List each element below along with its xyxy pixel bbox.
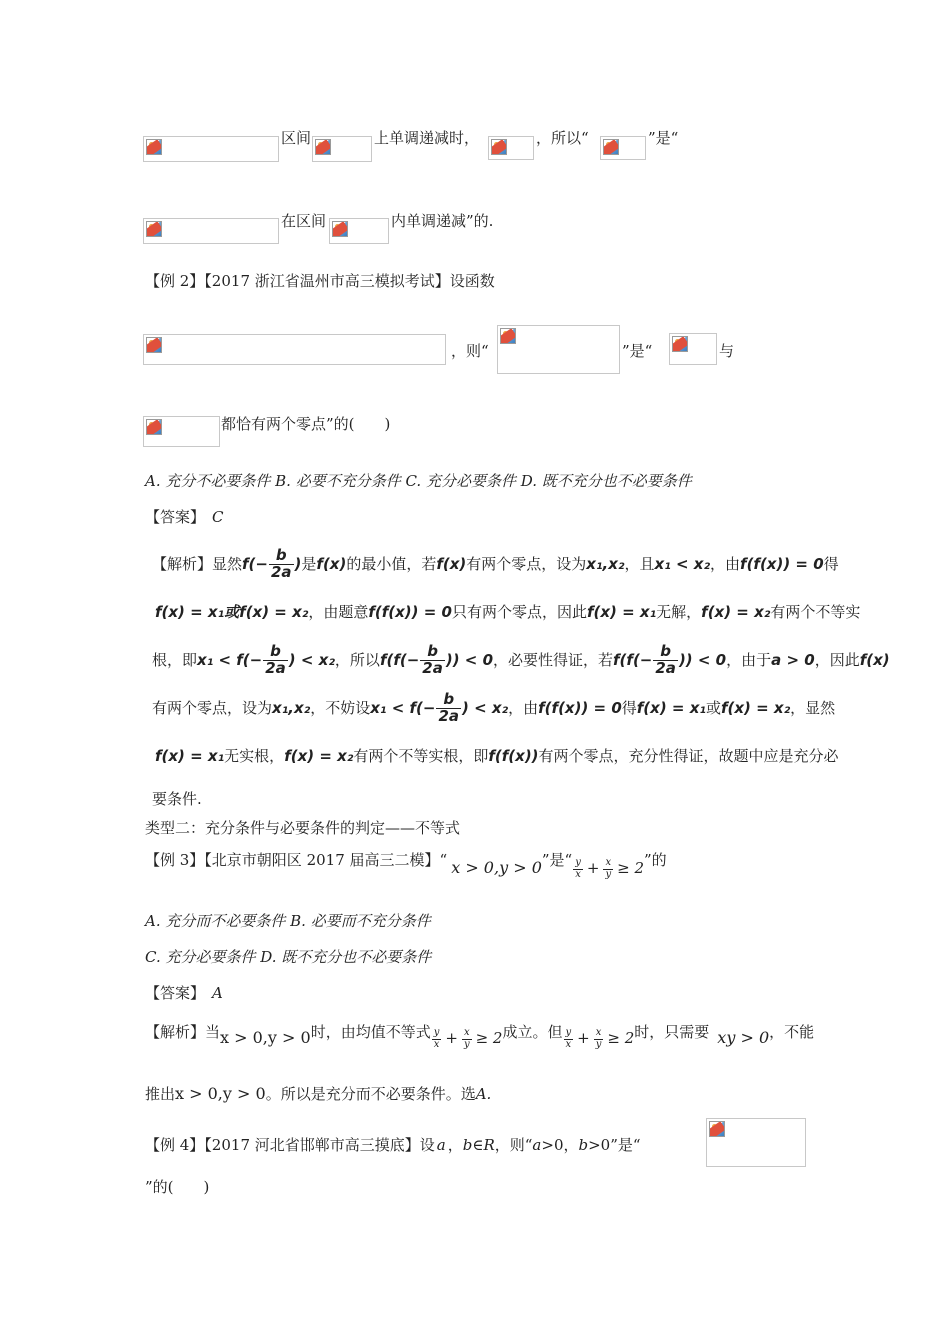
text: 有两个不等实 <box>770 603 861 621</box>
math: x > 0,y > 0 <box>220 1028 311 1047</box>
text-fragment: 都恰有两个零点”的( ) <box>221 415 391 433</box>
math: x > 0,y > 0 <box>451 858 542 877</box>
text: ，由 <box>508 699 539 717</box>
text: ”的 <box>644 851 667 869</box>
fraction <box>263 644 288 677</box>
analysis-row-1 <box>152 546 839 582</box>
broken-image-icon <box>146 221 162 237</box>
math: a <box>532 1136 542 1154</box>
fraction-num: b <box>420 644 445 661</box>
formula-image-placeholder <box>143 218 279 244</box>
text: ，因此 <box>814 651 860 669</box>
text: ∈ <box>472 1136 484 1154</box>
example-2-choices: A. 充分不必要条件 B. 必要不充分条件 C. 充分必要条件 D. 既不充分也不必要条件 <box>145 472 692 490</box>
text: >0 <box>588 1136 611 1154</box>
fraction <box>573 858 583 880</box>
text: 根，即 <box>152 651 198 669</box>
fraction-num: y <box>565 1027 572 1038</box>
text: ，不妨设 <box>310 699 371 717</box>
math: f(x) = x₂ <box>284 747 354 765</box>
fraction-den: 2a <box>438 707 460 725</box>
text: ，显然 <box>790 699 836 717</box>
fraction-num: b <box>653 644 678 661</box>
answer-label: 【答案】 <box>145 984 206 1002</box>
math: f(x) = x₂ <box>720 699 791 717</box>
math: f(f(− <box>613 651 653 669</box>
section-heading: 类型二：充分条件与必要条件的判定——不等式 <box>145 819 461 837</box>
math: f(x) = x₁ <box>586 603 657 621</box>
text: ，必要性得证，若 <box>493 651 614 669</box>
broken-image-icon <box>332 221 348 237</box>
fraction-den: x <box>565 1038 572 1050</box>
text: 推出 <box>145 1085 176 1103</box>
text: 【解析】当 <box>145 1023 221 1041</box>
text: 得 <box>621 699 637 717</box>
math: f(x) <box>436 555 467 573</box>
analysis-row-4 <box>152 688 835 728</box>
fraction-den: 2a <box>422 659 443 677</box>
math: a > 0 <box>771 651 815 669</box>
text: ，则“ <box>494 1136 533 1154</box>
math: x₁,x₂ <box>272 699 311 717</box>
formula-image-placeholder <box>669 333 717 365</box>
math: )) < 0 <box>445 651 494 669</box>
text: ，所以 <box>334 651 380 669</box>
example-3-header-line <box>145 848 667 888</box>
math: ) <box>294 555 302 573</box>
math: f(f(x)) = 0 <box>368 603 452 621</box>
math: x₁ < f(− <box>197 651 263 669</box>
example-3-choice-1: A. 充分而不必要条件 B. 必要而不充分条件 <box>145 912 431 930</box>
formula-image-placeholder <box>329 218 389 244</box>
math: f(x) <box>859 651 890 669</box>
broken-image-icon <box>500 328 516 344</box>
math: ≥ 2 <box>617 859 644 877</box>
math: xy > 0 <box>717 1028 770 1047</box>
text: ，由于 <box>726 651 772 669</box>
math: f(x) <box>316 555 347 573</box>
math: + <box>445 1029 458 1047</box>
fraction-den: y <box>463 1038 470 1050</box>
math: a <box>436 1136 446 1154</box>
math: ≥ 2 <box>607 1029 635 1047</box>
text: ， <box>447 1136 463 1154</box>
example-4-header: 【例 4】【2017 河北省邯郸市高三摸底】设 <box>145 1136 435 1154</box>
example-3-header: 【例 3】【北京市朝阳区 2017 届高三二模】“ <box>145 851 448 869</box>
fraction <box>436 692 461 725</box>
math: x₁ < f(− <box>370 699 436 717</box>
text: 有两个零点，设为 <box>466 555 587 573</box>
fraction-num: y <box>433 1027 440 1038</box>
analysis-row-5 <box>155 744 839 768</box>
text: 有两个零点，充分性得证，故题中应是充分必 <box>538 747 839 765</box>
broken-image-icon <box>603 139 619 155</box>
text: 无解， <box>656 603 702 621</box>
text: 是 <box>301 555 317 573</box>
formula-image-placeholder <box>143 334 446 365</box>
fraction-den: 2a <box>270 563 292 581</box>
text-fragment: 内单调递减”的. <box>391 212 494 230</box>
math: f(x) = x₂ <box>701 603 771 621</box>
text-fragment: 与 <box>719 342 735 360</box>
example-4-header-line <box>145 1133 641 1157</box>
fraction-num: b <box>436 692 461 709</box>
fraction-den: x <box>433 1038 440 1050</box>
text-fragment: 上单调递减时， <box>374 129 480 147</box>
broken-image-icon <box>146 419 162 435</box>
fraction <box>594 1028 604 1050</box>
fraction <box>269 548 294 581</box>
text: 只有两个零点，因此 <box>451 603 587 621</box>
analysis-row-2 <box>155 600 860 624</box>
broken-image-icon <box>672 336 688 352</box>
text: 得 <box>823 555 839 573</box>
fraction <box>432 1028 442 1050</box>
math: f(f(x)) <box>488 747 539 765</box>
fraction-num: b <box>269 548 294 565</box>
fraction <box>564 1028 574 1050</box>
example-3-choice-2: C. 充分必要条件 D. 既不充分也不必要条件 <box>145 948 432 966</box>
fraction <box>420 644 445 677</box>
math: f(− <box>242 555 268 573</box>
fraction-num: x <box>603 858 613 870</box>
text-fragment: ”是“ <box>622 342 653 360</box>
fraction-num: b <box>263 644 288 661</box>
answer-label: 【答案】 <box>145 508 206 526</box>
formula-image-placeholder <box>143 136 279 162</box>
formula-image-placeholder <box>497 325 620 374</box>
math: + <box>586 859 600 877</box>
answer-value: C <box>212 508 224 526</box>
math: b <box>462 1136 473 1154</box>
math: f(f(− <box>379 651 420 669</box>
formula-image-placeholder <box>488 136 534 160</box>
text: ”是“ <box>541 851 573 869</box>
broken-image-icon <box>315 139 331 155</box>
broken-image-icon <box>146 337 162 353</box>
broken-image-icon <box>146 139 162 155</box>
text: ”是“ <box>610 1136 641 1154</box>
math: x₁ < x₂ <box>654 555 711 573</box>
text-fragment: ”的( ) <box>145 1178 210 1196</box>
text: 无实根， <box>224 747 285 765</box>
math: x₁,x₂ <box>586 555 625 573</box>
text: 的最小值，若 <box>346 555 437 573</box>
broken-image-icon <box>491 139 507 155</box>
math: f(x) = x₁ <box>155 747 225 765</box>
math: f(f(x)) = 0 <box>740 555 824 573</box>
example-3-analysis-line-1 <box>145 1018 814 1058</box>
text: 或 <box>705 699 721 717</box>
fraction-den: 2a <box>265 659 286 677</box>
formula-image-placeholder <box>312 136 372 162</box>
broken-image-icon <box>709 1121 725 1137</box>
fraction <box>603 858 613 880</box>
example-2-header: 【例 2】【2017 浙江省温州市高三模拟考试】设函数 <box>145 272 495 290</box>
text: >0， <box>541 1136 579 1154</box>
math: f(x) = x₁ <box>636 699 706 717</box>
math: ≥ 2 <box>475 1029 503 1047</box>
text-fragment: 区间 <box>281 129 312 147</box>
math: A. <box>475 1085 492 1103</box>
text: 成立。但 <box>502 1023 563 1041</box>
text-fragment: 在区间 <box>281 212 327 230</box>
fraction-num: y <box>575 857 581 868</box>
text: 有两个不等实根，即 <box>353 747 489 765</box>
text: ，且 <box>624 555 655 573</box>
math: f(f(x)) = 0 <box>538 699 622 717</box>
math: b <box>578 1136 589 1154</box>
fraction-den: y <box>605 868 612 880</box>
text: 。所以是充分而不必要条件。选 <box>265 1085 476 1103</box>
example-3-analysis-line-2 <box>145 1082 491 1106</box>
math: + <box>577 1029 590 1047</box>
math: )) < 0 <box>678 651 727 669</box>
text: ，由题意 <box>308 603 369 621</box>
answer-value: A <box>212 984 223 1002</box>
text: 时，由均值不等式 <box>310 1023 431 1041</box>
text: 时，只需要 <box>634 1023 710 1041</box>
fraction <box>462 1028 472 1050</box>
fraction-den: 2a <box>655 659 676 677</box>
fraction-num: x <box>462 1028 472 1040</box>
text: ，由 <box>710 555 741 573</box>
text-fragment: ，则“ <box>451 342 489 360</box>
analysis-label: 【解析】 <box>152 555 213 573</box>
fraction <box>653 644 678 677</box>
math: R <box>483 1136 495 1154</box>
fraction-den: y <box>595 1038 602 1050</box>
formula-image-placeholder <box>143 416 220 447</box>
text: 有两个零点，设为 <box>152 699 273 717</box>
fraction-num: x <box>594 1028 604 1040</box>
math: ) < x₂ <box>288 651 335 669</box>
formula-image-placeholder <box>706 1118 806 1167</box>
math: f(x) = x₁或f(x) = x₂ <box>155 603 309 621</box>
math: ) < x₂ <box>462 699 509 717</box>
text-fragment: ”是“ <box>648 129 679 147</box>
analysis-row-3 <box>152 640 890 680</box>
formula-image-placeholder <box>600 136 646 160</box>
math: x > 0,y > 0 <box>175 1084 266 1103</box>
text-fragment: ，所以“ <box>536 129 589 147</box>
fraction-den: x <box>575 868 581 880</box>
text: 显然 <box>212 555 243 573</box>
text: ，不能 <box>769 1023 815 1041</box>
analysis-row-6: 要条件. <box>152 790 202 808</box>
